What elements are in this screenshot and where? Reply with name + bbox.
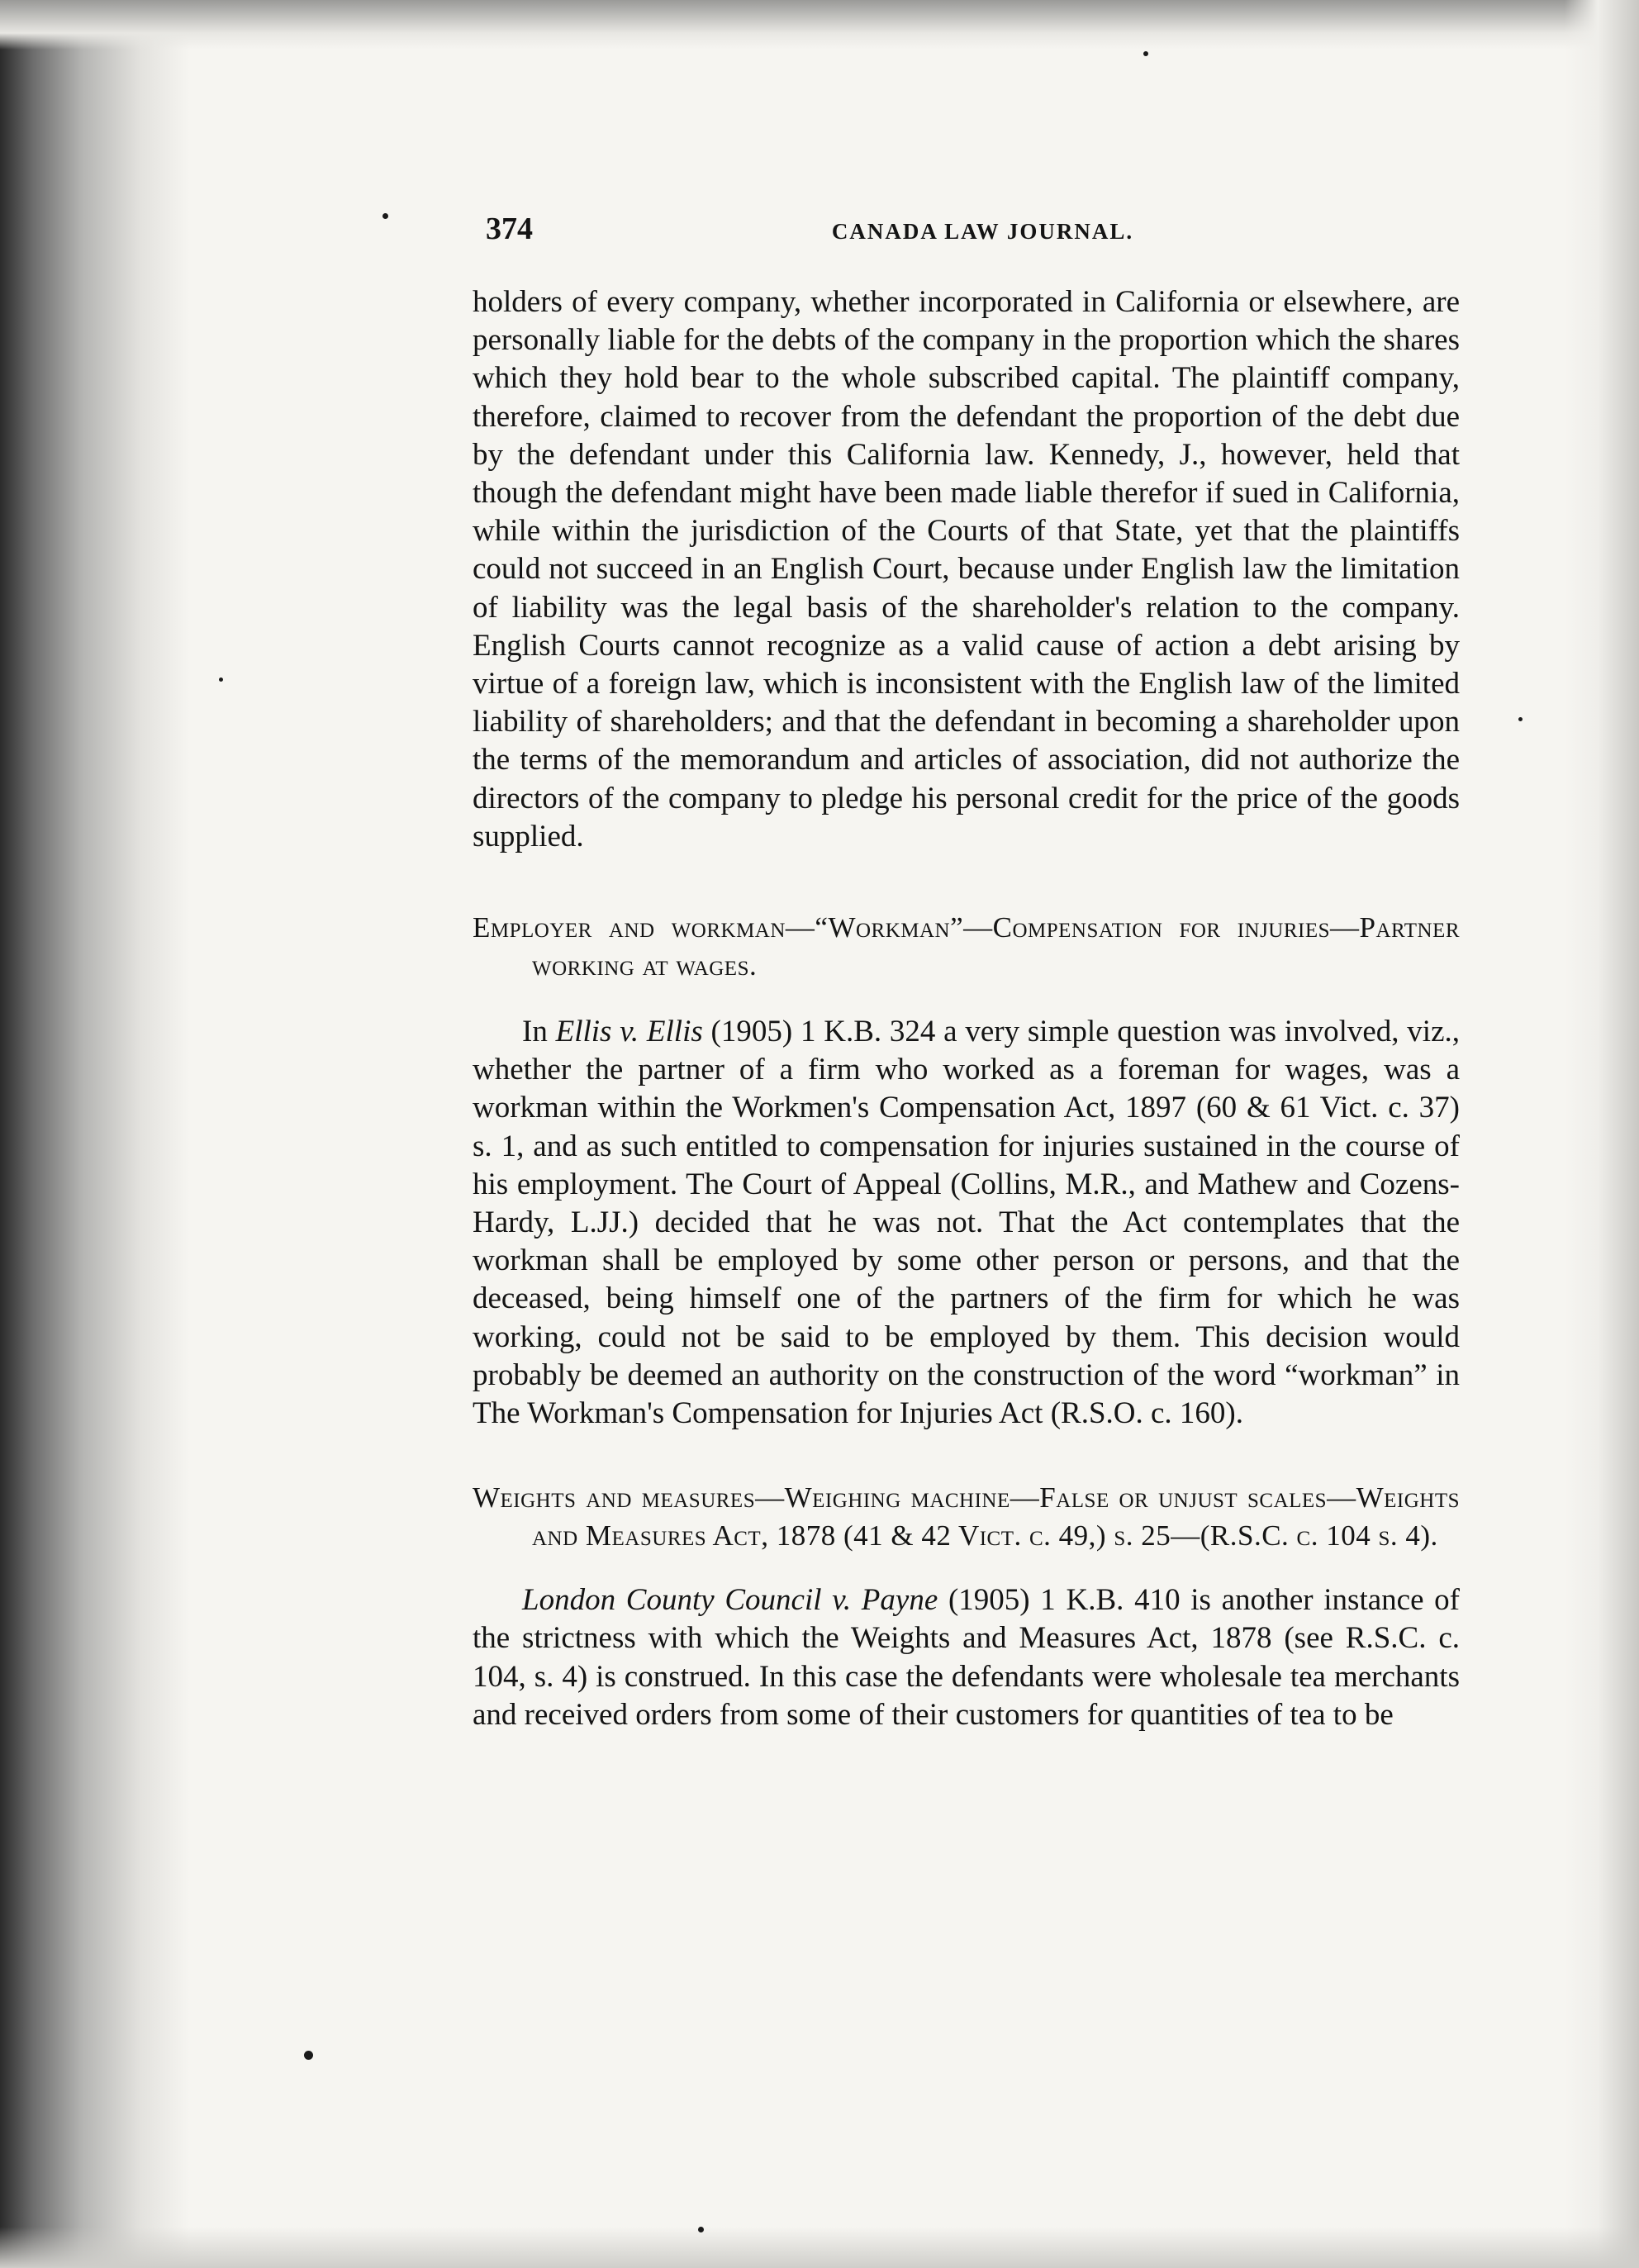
payne-paragraph-text: London County Council v. Payne (1905) 1 K.B. 410 is another instance of the strictness with which the Weights and Measures Act, 1878 (see R.S.C. c. 104, s. 4) is construed. In this case the defendants were wholesale tea merchants and received orders from some of their customers for quantities of tea to be <box>473 1583 1460 1732</box>
section-heading-employer-workman: Employer and workman—“Workman”—Compensation for injuries—Partner working at wages. <box>473 911 1460 982</box>
case-name: London County Council v. Payne <box>522 1583 938 1618</box>
scan-speck <box>304 2051 313 2060</box>
body-paragraph-ellis <box>473 1013 1460 1433</box>
scan-speck <box>698 2227 704 2232</box>
document-page <box>473 211 1460 1734</box>
scan-speck <box>382 213 388 219</box>
page-number: 374 <box>486 212 533 246</box>
scan-margin-right <box>1565 0 1639 2268</box>
scan-speck <box>1518 717 1523 721</box>
case-name: Ellis v. Ellis <box>555 1015 703 1049</box>
scan-margin-left <box>0 0 190 2268</box>
body-paragraph-continued: holders of every company, whether incorporated in California or elsewhere, are personally liable for the debts of the company in the proportion which the shares which they hold bear to the whole subscribed capital. The plaintiff company, therefore, claimed to recover from the defendant the proportion of the debt due by the defendant under this California law. Kennedy, J., however, held that though the defendant might have been made liable therefor if sued in California, while within the jurisdiction of the Courts of that State, yet that the plaintiffs could not succeed in an English Court, because under English law the limitation of liability was the legal basis of the shareholder's relation to the company. English Courts cannot recognize as a valid cause of action a debt arising by virtue of a foreign law, which is inconsistent with the English law of the limited liability of shareholders; and that the defendant in becoming a shareholder upon the terms of the memorandum and articles of association, did not authorize the directors of the company to pledge his personal credit for the price of the goods supplied. <box>473 285 1460 853</box>
scan-margin-bottom <box>0 2227 1639 2268</box>
scan-margin-top <box>0 0 1639 50</box>
journal-title: CANADA LAW JOURNAL. <box>831 219 1134 244</box>
scan-speck <box>1143 51 1148 56</box>
ellis-paragraph-text: In Ellis v. Ellis (1905) 1 K.B. 324 a very simple question was involved, viz., whether the partner of a firm who worked as a foreman for wages, was a workman within the Workmen's Compensation Act, 1897 (60 & 61 Vict. c. 37) s. 1, and as such entitled to compensation for injuries sustained in the course of his employment. The Court of Appeal (Collins, M.R., and Mathew and Cozens-Hardy, L.JJ.) decided that he was not. That the Act contemplates that the workman shall be employed by some other person or persons, and that the deceased, being himself one of the partners of the firm for which he was working, could not be said to be employed by them. This decision would probably be deemed an authority on the construction of the word “workman” in The Workman's Compensation for Injuries Act (R.S.O. c. 160). <box>473 1015 1460 1431</box>
scan-speck <box>219 678 223 682</box>
running-head <box>473 211 1460 252</box>
body-paragraph-payne <box>473 1581 1460 1734</box>
section-heading-weights-measures: Weights and measures—Weighing machine—False or unjust scales—Weights and Measures Act, 1878 (41 & 42 Vict. c. 49,) s. 25—(R.S.C. c. 104 s. 4). <box>473 1481 1460 1552</box>
